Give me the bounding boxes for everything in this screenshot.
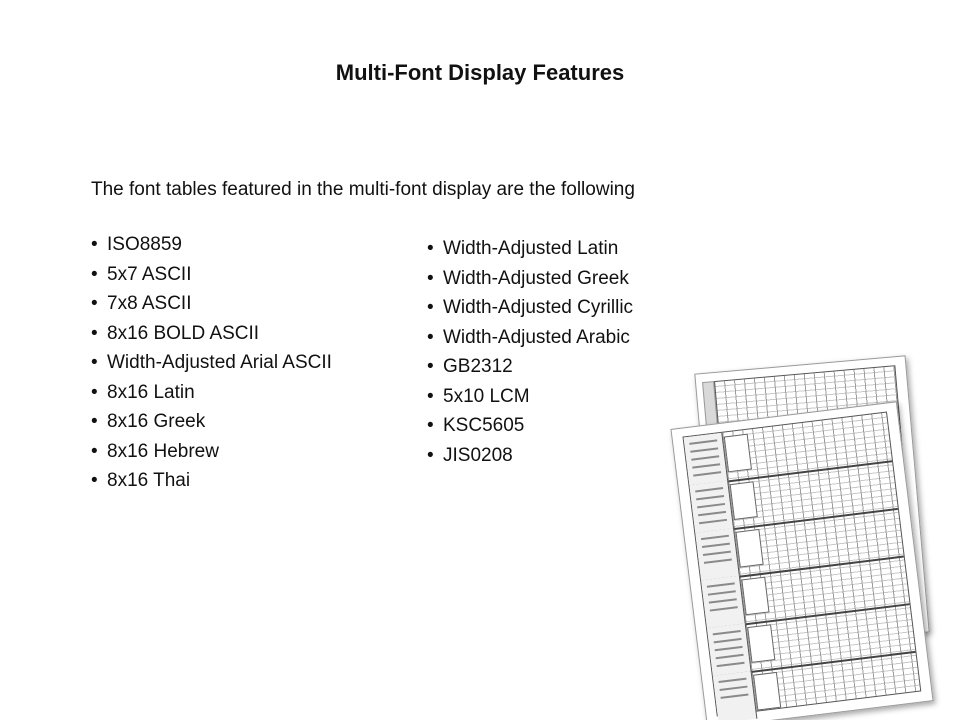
list-item: • 8x16 Greek xyxy=(91,407,332,437)
list-item: • Width-Adjusted Arabic xyxy=(427,323,633,353)
list-item: • 7x8 ASCII xyxy=(91,289,332,319)
list-item: • ISO8859 xyxy=(91,230,332,260)
list-item: • Width-Adjusted Greek xyxy=(427,264,633,294)
list-item: • 5x7 ASCII xyxy=(91,260,332,290)
list-item: • Width-Adjusted Cyrillic xyxy=(427,293,633,323)
list-item: • JIS0208 xyxy=(427,441,633,471)
slide-title: Multi-Font Display Features xyxy=(335,60,625,85)
list-item: • GB2312 xyxy=(427,352,633,382)
list-item: • KSC5605 xyxy=(427,411,633,441)
document-sheet-front xyxy=(670,401,933,720)
sheet-table xyxy=(682,412,921,717)
list-item: • 8x16 Latin xyxy=(91,378,332,408)
font-table-documents-icon xyxy=(660,350,960,720)
list-item: • 8x16 Hebrew xyxy=(91,437,332,467)
list-item: • Width-Adjusted Latin xyxy=(427,234,633,264)
font-list-left xyxy=(91,230,332,496)
font-list-right xyxy=(427,234,633,470)
list-item: • Width-Adjusted Arial ASCII xyxy=(91,348,332,378)
list-item: • 8x16 Thai xyxy=(91,466,332,496)
list-item: • 8x16 BOLD ASCII xyxy=(91,319,332,349)
list-item: • 5x10 LCM xyxy=(427,382,633,412)
intro-text: The font tables featured in the multi-font display are the following xyxy=(91,179,635,200)
